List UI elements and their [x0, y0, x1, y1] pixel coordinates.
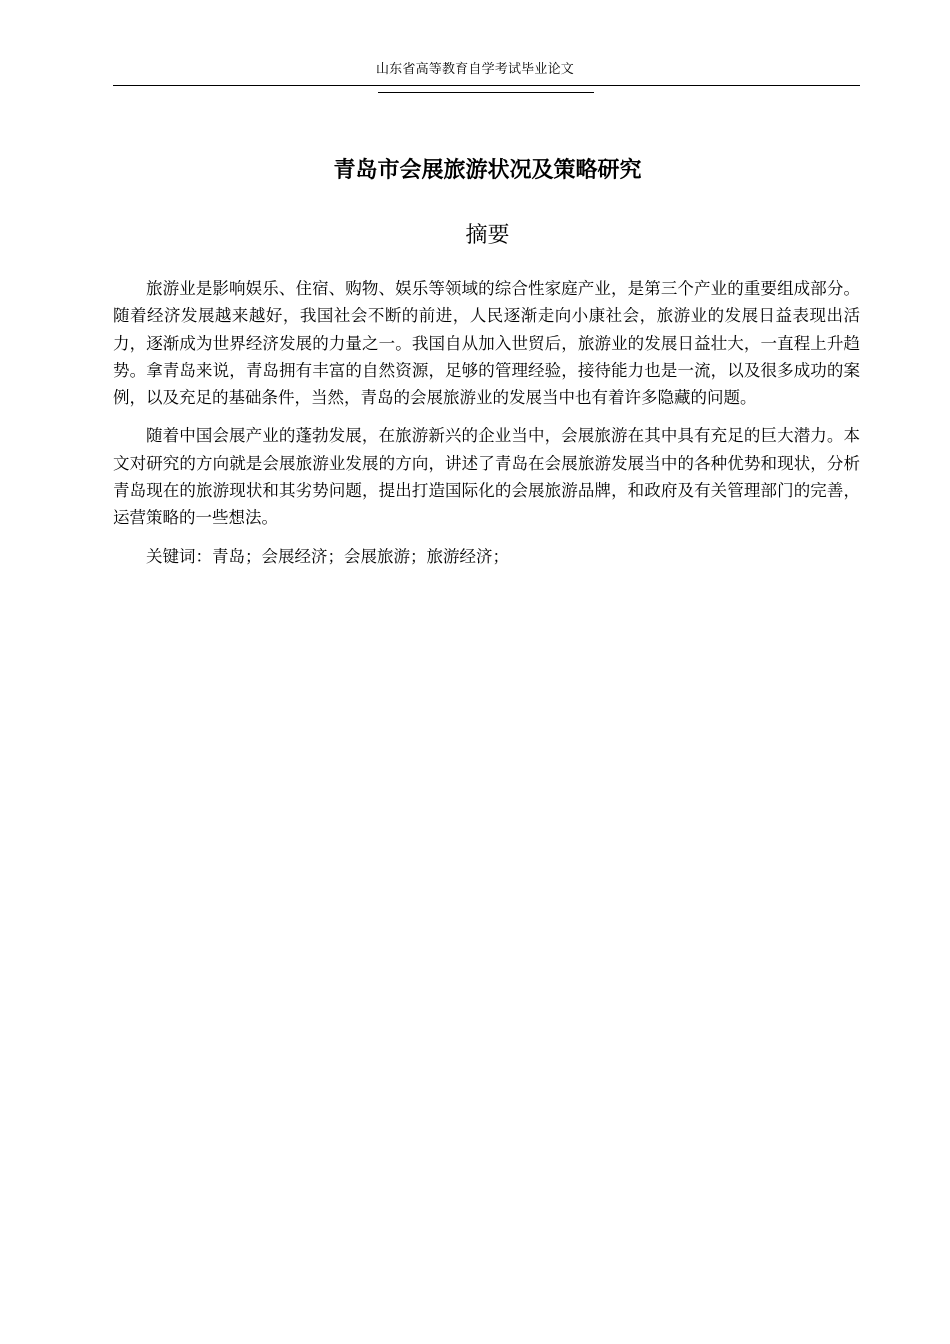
- keywords-line: 关键词：青岛；会展经济；会展旅游；旅游经济；: [146, 546, 509, 566]
- page-header: [0, 60, 950, 80]
- header-underline: [378, 92, 594, 93]
- header-rule: [113, 85, 860, 86]
- abstract-body: [113, 275, 860, 581]
- abstract-paragraph-2: 随着中国会展产业的蓬勃发展，在旅游新兴的企业当中，会展旅游在其中具有充足的巨大潜力。本文对研究的方向就是会展旅游业发展的方向，讲述了青岛在会展旅游发展当中的各种优势和现状，分析青岛现在的旅游现状和其劣势问题，提出打造国际化的会展旅游品牌，和政府及有关管理部门的完善，运营策略的一些想法。: [113, 426, 860, 528]
- abstract-heading: 摘要: [465, 223, 510, 248]
- document-title: 青岛市会展旅游状况及策略研究: [333, 158, 642, 183]
- abstract-paragraph-1: 旅游业是影响娱乐、住宿、购物、娱乐等领域的综合性家庭产业，是第三个产业的重要组成部分。随着经济发展越来越好，我国社会不断的前进，人民逐渐走向小康社会，旅游业的发展日益表现出活力，逐渐成为世界经济发展的力量之一。我国自从加入世贸后，旅游业的发展日益壮大，一直程上升趋势。拿青岛来说，青岛拥有丰富的自然资源，足够的管理经验，接待能力也是一流，以及很多成功的案例，以及充足的基础条件，当然，青岛的会展旅游业的发展当中也有着许多隐藏的问题。: [113, 279, 860, 408]
- header-text: 山东省高等教育自学考试毕业论文: [375, 62, 574, 77]
